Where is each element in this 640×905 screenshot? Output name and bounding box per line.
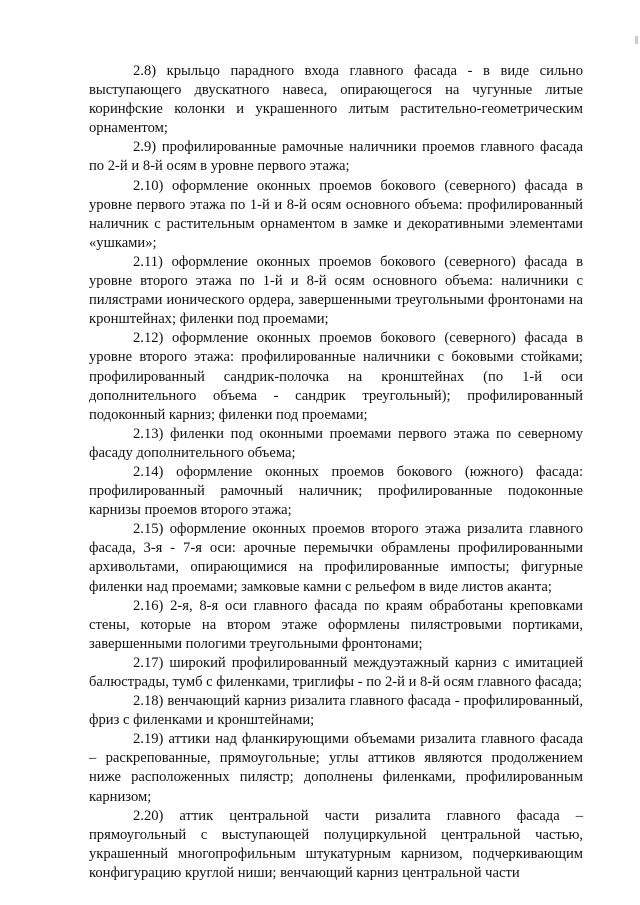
scan-edge-mark <box>635 36 638 44</box>
paragraph-2-12: 2.12) оформление оконных проемов бокового (северного) фасада в уровне второго этажа: профилированные наличники с боковыми стойками; профилированный сандрик-полочка на кронштейнах (по 1-й оси дополнительного объема - сандрик треугольный); профилированный подоконный карниз; филенки под проемами; <box>89 330 583 423</box>
paragraph-2-15: 2.15) оформление оконных проемов второго этажа ризалита главного фасада, 3-я - 7-я оси: арочные перемычки обрамлены профилированными архивольтами, опирающимися на профилированные импосты; фигурные филенки над проемами; замковые камни с рельефом в виде листов аканта; <box>89 521 583 595</box>
paragraph-2-8: 2.8) крыльцо парадного входа главного фасада - в виде сильно выступающего двускатного навеса, опирающегося на чугунные литые коринфские колонки и украшенного литым растительно-геометрическим орнаментом; <box>89 63 583 137</box>
paragraph-2-16: 2.16) 2-я, 8-я оси главного фасада по краям обработаны креповками стены, которые на втором этаже оформлены пилястровыми портиками, завершенными пологими треугольными фронтонами; <box>89 597 583 652</box>
paragraph-2-14: 2.14) оформление оконных проемов бокового (южного) фасада: профилированный рамочный наличник; профилированные подоконные карнизы проемов второго этажа; <box>89 463 583 519</box>
paragraph-2-19: 2.19) аттики над фланкирующими объемами ризалита главного фасада – раскрепованные, прямоугольные; углы аттиков являются продолжением ниже расположенных пилястр; дополнены филенками, профилированным карнизом; <box>89 731 583 805</box>
paragraph-2-17: 2.17) широкий профилированный междуэтажный карниз с имитацией балюстрады, тумб с филенками, триглифы - по 2-й и 8-й осям главного фасада; <box>89 654 583 690</box>
paragraph-2-13: 2.13) филенки под оконными проемами первого этажа по северному фасаду дополнительного объема; <box>89 425 583 461</box>
paragraph-2-10: 2.10) оформление оконных проемов бокового (северного) фасада в уровне первого этажа по 1-й и 8-й осям основного объема: профилированный наличник с растительным орнаментом в замке и декоративными элементами «ушками»; <box>89 177 583 251</box>
paragraph-2-9: 2.9) профилированные рамочные наличники проемов главного фасада по 2-й и 8-й осям в уровне первого этажа; <box>89 139 583 175</box>
document-body <box>89 62 583 883</box>
paragraph-2-20: 2.20) аттик центральной части ризалита главного фасада – прямоугольный с выступающей полуциркульной центральной частью, украшенный многопрофильным штукатурным карнизом, подчеркивающим конфигурацию круглой ниши; венчающий карниз центральной части <box>89 807 583 881</box>
paragraph-2-11: 2.11) оформление оконных проемов бокового (северного) фасада в уровне второго этажа по 1-й и 8-й осям основного объема: наличники с пилястрами ионического ордера, завершенными треугольными фронтонами на кронштейнах; филенки под проемами; <box>89 253 583 328</box>
paragraph-2-18: 2.18) венчающий карниз ризалита главного фасада - профилированный, фриз с филенками и кронштейнами; <box>89 693 583 729</box>
